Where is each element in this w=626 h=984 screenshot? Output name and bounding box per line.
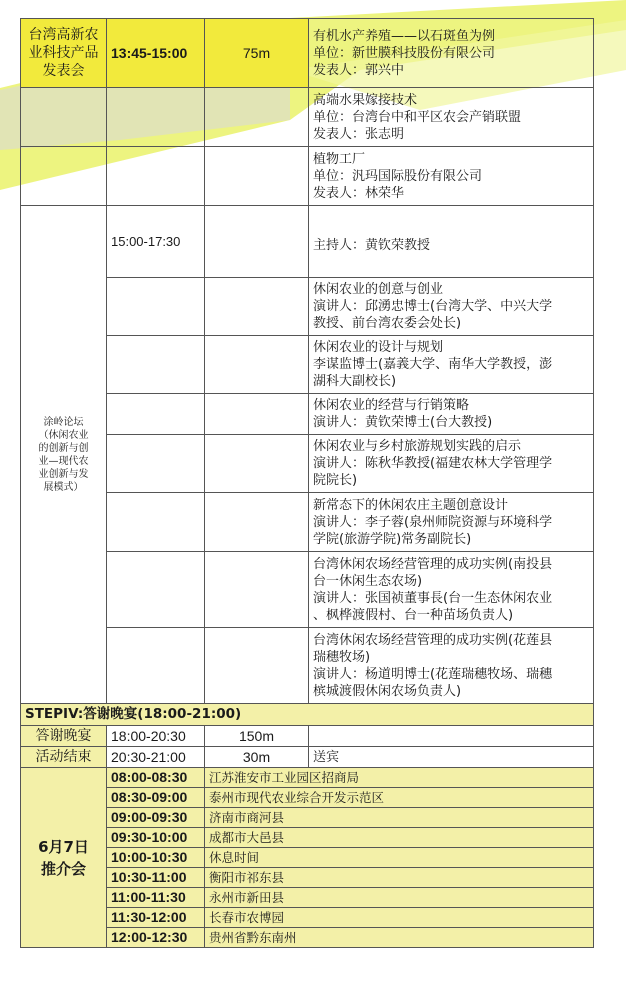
empty-cell bbox=[205, 147, 309, 206]
promo-city: 休息时间 bbox=[205, 848, 594, 868]
empty-cell bbox=[21, 147, 107, 206]
forum-talk: 休闲农业的创意与创业 演讲人：邱湧忠博士(台湾大学、中兴大学 教授、前台湾农委会处长) bbox=[309, 278, 594, 336]
forum-host: 主持人：黄钦荣教授 bbox=[309, 206, 594, 278]
empty-cell bbox=[107, 552, 205, 628]
promo-time: 12:00-12:30 bbox=[107, 928, 205, 948]
promo-time: 10:30-11:00 bbox=[107, 868, 205, 888]
promo-city: 长春市农博园 bbox=[205, 908, 594, 928]
empty-cell bbox=[205, 435, 309, 493]
dinner-note bbox=[309, 726, 594, 747]
promo-city: 衡阳市祁东县 bbox=[205, 868, 594, 888]
empty-cell bbox=[107, 147, 205, 206]
session-org-cell: 台湾高新农 业科技产品 发表会 bbox=[21, 19, 107, 88]
promo-time: 11:30-12:00 bbox=[107, 908, 205, 928]
forum-time: 15:00-17:30 bbox=[107, 206, 205, 278]
forum-talk: 新常态下的休闲农庄主题创意设计 演讲人：李子蓉(泉州师院资源与环境科学 学院(旅游学院)常务副院长) bbox=[309, 493, 594, 552]
empty-cell bbox=[205, 394, 309, 435]
promo-city: 永州市新田县 bbox=[205, 888, 594, 908]
forum-talk: 休闲农业与乡村旅游规划实践的启示 演讲人：陈秋华教授(福建农林大学管理学 院院长) bbox=[309, 435, 594, 493]
empty-cell bbox=[107, 628, 205, 704]
schedule-table bbox=[20, 18, 594, 948]
empty-cell bbox=[107, 336, 205, 394]
empty-cell bbox=[107, 493, 205, 552]
session-duration: 75m bbox=[205, 19, 309, 88]
empty-cell bbox=[107, 88, 205, 147]
end-name: 活动结束 bbox=[21, 747, 107, 768]
empty-cell bbox=[205, 206, 309, 278]
empty-cell bbox=[107, 435, 205, 493]
promo-city: 江苏淮安市工业园区招商局 bbox=[205, 768, 594, 788]
promo-city: 济南市商河县 bbox=[205, 808, 594, 828]
empty-cell bbox=[205, 336, 309, 394]
promo-time: 08:30-09:00 bbox=[107, 788, 205, 808]
presentation-item: 植物工厂 单位：汎玛国际股份有限公司 发表人：林荣华 bbox=[309, 147, 594, 206]
forum-talk: 台湾休闲农场经营管理的成功实例(南投县 台一休闲生态农场) 演讲人：张国祯董事長(台一生态休闲农业 、枫桦渡假村、台一种苗场负责人) bbox=[309, 552, 594, 628]
empty-cell bbox=[107, 278, 205, 336]
forum-title-cell: 涂岭论坛 （休闲农业 的创新与创 业—现代农 业创新与发 展模式） bbox=[21, 206, 107, 704]
promo-day-cell: 6月7日 推介会 bbox=[21, 768, 107, 948]
dinner-name: 答谢晚宴 bbox=[21, 726, 107, 747]
promo-time: 09:00-09:30 bbox=[107, 808, 205, 828]
session-time: 13:45-15:00 bbox=[107, 19, 205, 88]
promo-time: 09:30-10:00 bbox=[107, 828, 205, 848]
promo-city: 贵州省黔东南州 bbox=[205, 928, 594, 948]
empty-cell bbox=[205, 278, 309, 336]
empty-cell bbox=[107, 394, 205, 435]
forum-talk: 休闲农业的经营与行销策略 演讲人：黄钦荣博士(台大教授) bbox=[309, 394, 594, 435]
end-note: 送宾 bbox=[309, 747, 594, 768]
end-duration: 30m bbox=[205, 747, 309, 768]
dinner-duration: 150m bbox=[205, 726, 309, 747]
empty-cell bbox=[205, 628, 309, 704]
step4-heading: STEPIV:答谢晚宴(18:00-21:00) bbox=[21, 704, 594, 726]
empty-cell bbox=[205, 552, 309, 628]
empty-cell bbox=[205, 88, 309, 147]
promo-time: 10:00-10:30 bbox=[107, 848, 205, 868]
forum-talk: 台湾休闲农场经营管理的成功实例(花莲县 瑞穗牧场) 演讲人：杨道明博士(花莲瑞穗牧场、瑞穗 槟城渡假休闲农场负责人) bbox=[309, 628, 594, 704]
promo-city: 泰州市现代农业综合开发示范区 bbox=[205, 788, 594, 808]
promo-time: 11:00-11:30 bbox=[107, 888, 205, 908]
forum-talk: 休闲农业的设计与规划 李谋监博士(嘉義大学、南华大学教授，澎 湖科大副校长) bbox=[309, 336, 594, 394]
promo-city: 成都市大邑县 bbox=[205, 828, 594, 848]
dinner-time: 18:00-20:30 bbox=[107, 726, 205, 747]
presentation-item: 有机水产养殖——以石斑鱼为例 单位：新世膜科技股份有限公司 发表人：郭兴中 bbox=[309, 19, 594, 88]
empty-cell bbox=[21, 88, 107, 147]
presentation-item: 高端水果嫁接技术 单位：台湾台中和平区农会产销联盟 发表人：张志明 bbox=[309, 88, 594, 147]
empty-cell bbox=[205, 493, 309, 552]
promo-time: 08:00-08:30 bbox=[107, 768, 205, 788]
end-time: 20:30-21:00 bbox=[107, 747, 205, 768]
